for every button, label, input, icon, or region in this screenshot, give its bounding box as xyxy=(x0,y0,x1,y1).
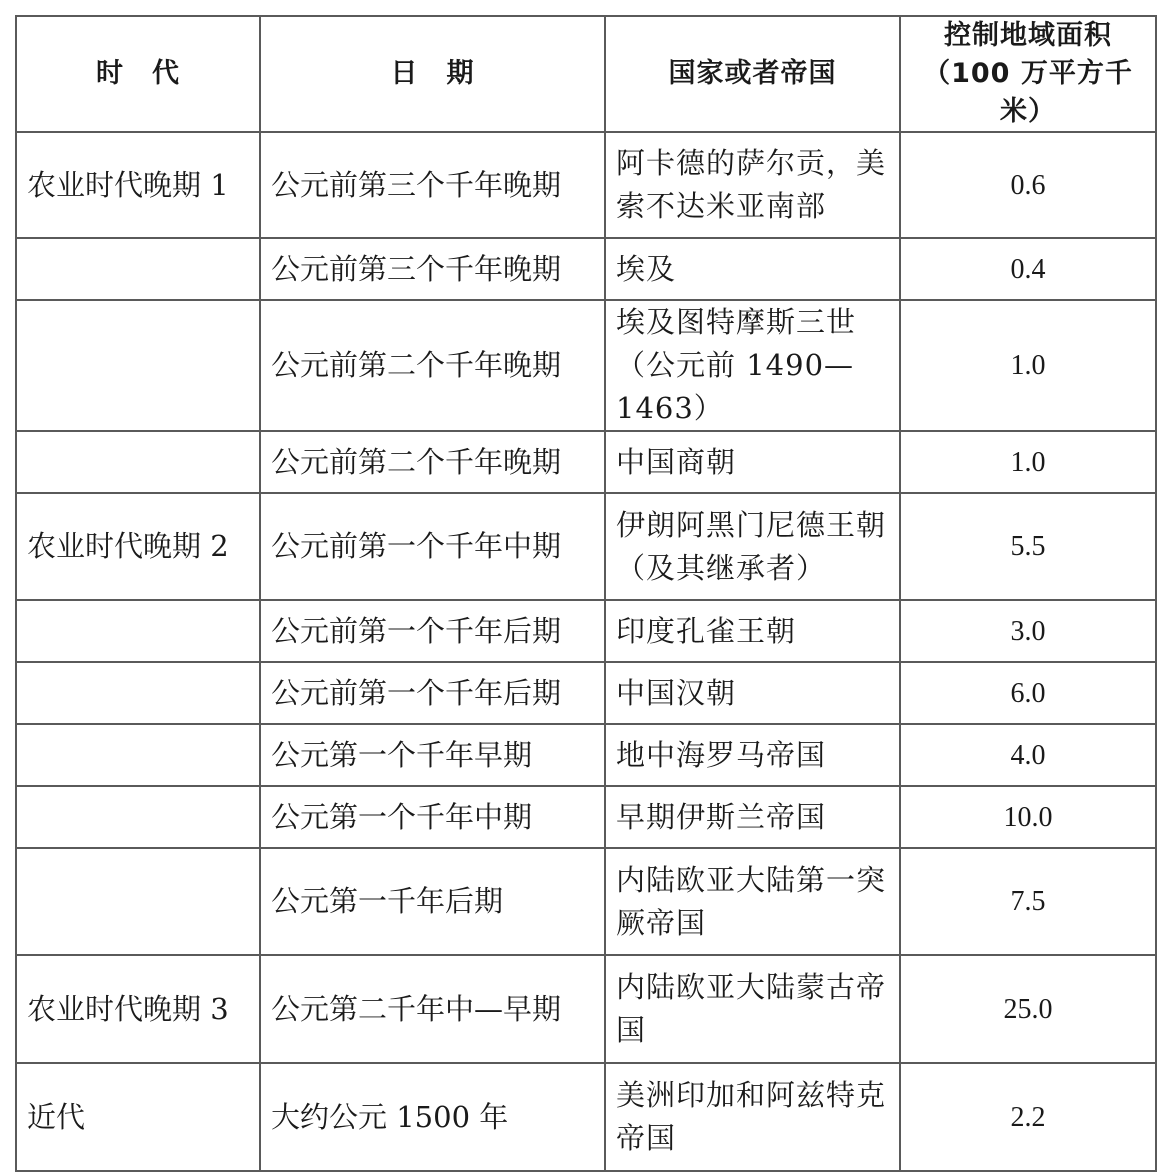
era-cell xyxy=(16,786,260,848)
state-cell: 内陆欧亚大陆蒙古帝国 xyxy=(605,955,900,1063)
table-row xyxy=(16,431,1156,493)
area-cell: 25.0 xyxy=(900,955,1156,1063)
area-cell: 3.0 xyxy=(900,600,1156,662)
empire-area-table xyxy=(15,15,1157,1172)
date-cell: 公元前第二个千年晚期 xyxy=(260,300,605,431)
state-cell: 埃及 xyxy=(605,238,900,300)
era-cell xyxy=(16,300,260,431)
date-cell: 公元前第一个千年中期 xyxy=(260,493,605,600)
table-row xyxy=(16,848,1156,955)
state-cell: 美洲印加和阿兹特克帝国 xyxy=(605,1063,900,1171)
table-row xyxy=(16,132,1156,238)
state-cell: 伊朗阿黑门尼德王朝（及其继承者） xyxy=(605,493,900,600)
table-row xyxy=(16,662,1156,724)
area-cell: 6.0 xyxy=(900,662,1156,724)
table-row xyxy=(16,600,1156,662)
header-era: 时 代 xyxy=(16,16,260,132)
era-cell: 近代 xyxy=(16,1063,260,1171)
era-cell xyxy=(16,600,260,662)
state-cell: 早期伊斯兰帝国 xyxy=(605,786,900,848)
date-cell: 公元前第一个千年后期 xyxy=(260,662,605,724)
header-state: 国家或者帝国 xyxy=(605,16,900,132)
area-cell: 1.0 xyxy=(900,431,1156,493)
header-area xyxy=(900,16,1156,132)
date-cell: 公元前第三个千年晚期 xyxy=(260,238,605,300)
era-cell xyxy=(16,848,260,955)
date-cell: 大约公元 1500 年 xyxy=(260,1063,605,1171)
date-cell: 公元前第二个千年晚期 xyxy=(260,431,605,493)
state-cell: 埃及图特摩斯三世（公元前 1490—1463） xyxy=(605,300,900,431)
area-cell: 5.5 xyxy=(900,493,1156,600)
area-cell: 10.0 xyxy=(900,786,1156,848)
area-cell: 1.0 xyxy=(900,300,1156,431)
area-cell: 0.4 xyxy=(900,238,1156,300)
date-cell: 公元前第一个千年后期 xyxy=(260,600,605,662)
date-cell: 公元第一个千年早期 xyxy=(260,724,605,786)
header-date: 日 期 xyxy=(260,16,605,132)
date-cell: 公元前第三个千年晚期 xyxy=(260,132,605,238)
era-cell xyxy=(16,662,260,724)
state-cell: 中国商朝 xyxy=(605,431,900,493)
header-area-line2: （100 万平方千米） xyxy=(923,58,1133,127)
table-row xyxy=(16,1063,1156,1171)
table-row xyxy=(16,955,1156,1063)
state-cell: 地中海罗马帝国 xyxy=(605,724,900,786)
state-cell: 中国汉朝 xyxy=(605,662,900,724)
table-row xyxy=(16,493,1156,600)
date-cell: 公元第二千年中—早期 xyxy=(260,955,605,1063)
area-cell: 0.6 xyxy=(900,132,1156,238)
table-row xyxy=(16,786,1156,848)
area-cell: 7.5 xyxy=(900,848,1156,955)
state-cell: 阿卡德的萨尔贡，美索不达米亚南部 xyxy=(605,132,900,238)
era-cell xyxy=(16,724,260,786)
header-area-line1: 控制地域面积 xyxy=(944,20,1112,51)
era-cell xyxy=(16,238,260,300)
table-row xyxy=(16,300,1156,431)
era-cell: 农业时代晚期 2 xyxy=(16,493,260,600)
date-cell: 公元第一千年后期 xyxy=(260,848,605,955)
state-cell: 内陆欧亚大陆第一突厥帝国 xyxy=(605,848,900,955)
date-cell: 公元第一个千年中期 xyxy=(260,786,605,848)
era-cell xyxy=(16,431,260,493)
area-cell: 2.2 xyxy=(900,1063,1156,1171)
table-row xyxy=(16,238,1156,300)
table-row xyxy=(16,724,1156,786)
era-cell: 农业时代晚期 3 xyxy=(16,955,260,1063)
state-cell: 印度孔雀王朝 xyxy=(605,600,900,662)
header-row xyxy=(16,16,1156,132)
era-cell: 农业时代晚期 1 xyxy=(16,132,260,238)
area-cell: 4.0 xyxy=(900,724,1156,786)
